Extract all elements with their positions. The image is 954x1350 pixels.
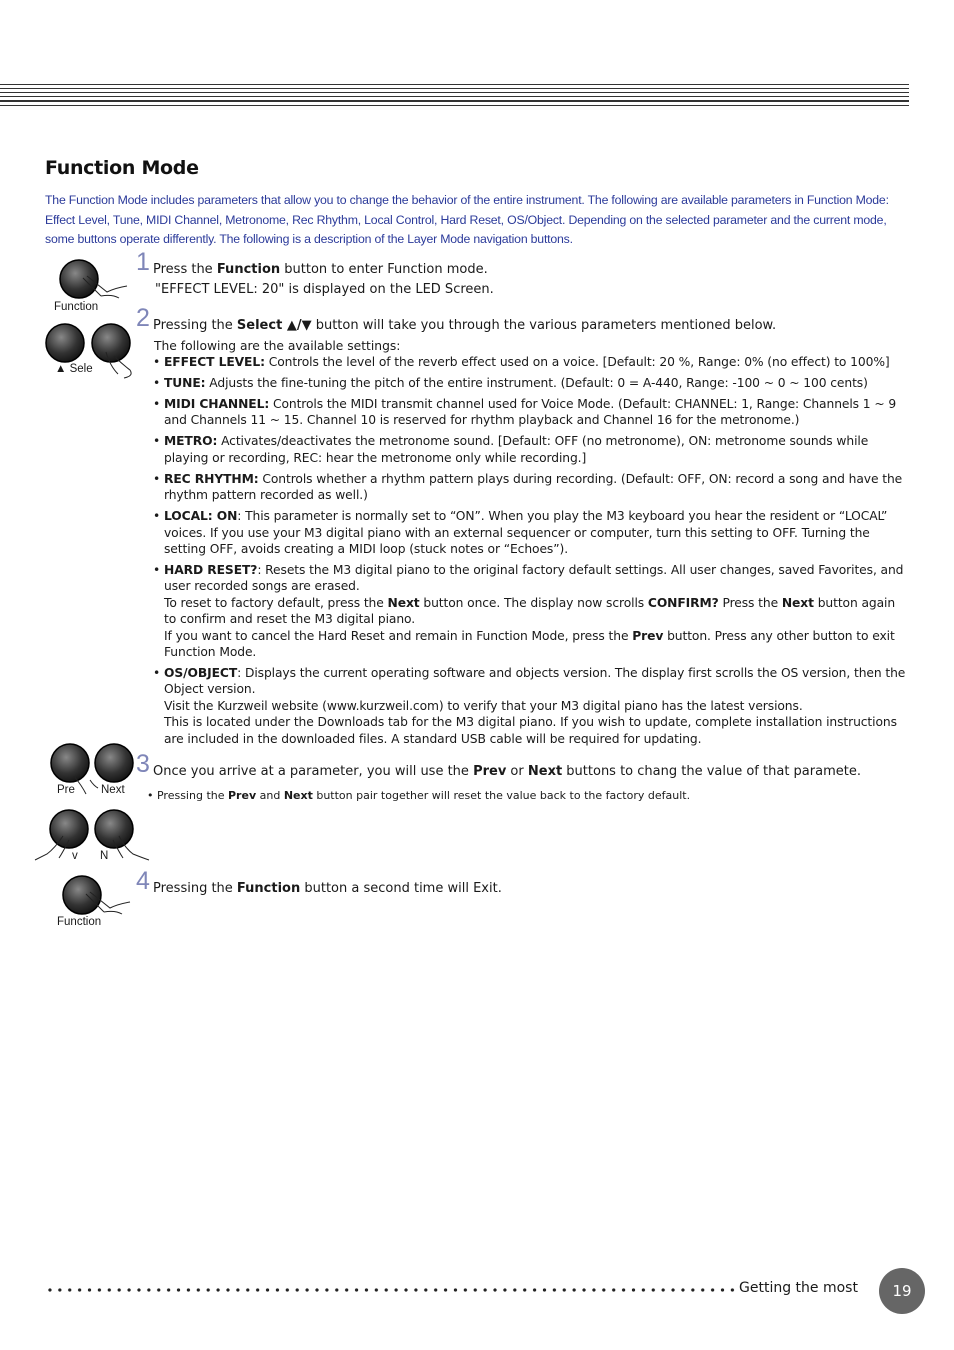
function-button-icon-exit [60, 874, 135, 922]
footer-dotted-rule [45, 1284, 735, 1296]
settings-list [153, 354, 911, 752]
step-number: 2 [136, 304, 150, 332]
next-label: Next [101, 784, 125, 796]
step-1-detail: "EFFECT LEVEL: 20" is displayed on the LED Screen. [155, 282, 494, 297]
page-number-badge: 19 [879, 1268, 925, 1314]
list-item: • EFFECT LEVEL: Controls the level of the reverb effect used on a voice. [Default: 20 %, Range: 0% (no effect) to 100%] [153, 355, 890, 369]
intro-paragraph: The Function Mode includes parameters that allow you to change the behavior of the entire instrument. The following are available parameters in Function Mode: Effect Level, Tune, MIDI Channel, Metronome, Rec Rhythm, Local Control, Hard Reset, OS/Object. Depending on the selected parameter and the current mode, some buttons operate differently. The following is a description of the Layer Mode navigation buttons. [45, 193, 889, 246]
list-item: • LOCAL: ON: This parameter is normally set to “ON”. When you play the M3 keyboard you hear the resident or “LOCAL” voices. If you use your M3 digital piano with an external sequencer or computer, turn this setting to OFF. Turning the setting OFF, avoids creating a MIDI loop (stuck notes or “Echoes”). [153, 509, 888, 557]
list-item: • REC RHYTHM: Controls whether a rhythm pattern plays during recording. (Default: OFF, ON: record a song and have the rhythm pattern recorded as well.) [153, 471, 903, 503]
select-label: ▲ Sele [55, 363, 93, 375]
next-short-label: N [100, 850, 109, 862]
footer-section-label: Getting the most [739, 1280, 858, 1296]
step-3-note: • Pressing the Prev and Next button pair together will reset the value back to the factory default. [147, 789, 691, 802]
function-label: Function [54, 301, 99, 313]
function-button-icon [57, 258, 132, 306]
step-number: 1 [136, 248, 150, 276]
list-item: • MIDI CHANNEL: Controls the MIDI transmit channel used for Voice Mode. (Default: CHANNEL: 1, Range: Channels 1 ~ 9 and Channels 11 ~ 15. Channel 10 is reserved for rhythm playback and Channel 16 for the metronome.) [153, 397, 897, 428]
step-2-detail: The following are the available settings: [154, 339, 401, 353]
prev-short-label: v [72, 850, 78, 862]
list-item: • METRO: Activates/deactivates the metronome sound. [Default: OFF (no metronome), ON: metronome sounds while playing or recording, REC: hear the metronome only while recording.] [153, 434, 869, 465]
prev-next-press-icon [33, 806, 151, 866]
list-item: • HARD RESET?: Resets the M3 digital piano to the original factory default settings. All user changes, saved Favorites, and user recorded songs are erased. To reset to factory default, press the Next button once. The display now scrolls CONFIRM? Press the Next button again to confirm and reset the M3 digital piano. If you want to cancel the Hard Reset and remain in Function Mode, press the Prev button. Press any other button to exit Function Mode. [153, 563, 904, 660]
step-number: 3 [136, 750, 150, 778]
step-number: 4 [136, 867, 150, 895]
function-label-exit: Function [57, 916, 102, 928]
header-rules [0, 84, 909, 109]
section-heading: Function Mode [45, 157, 199, 179]
prev-label: Pre [57, 784, 75, 796]
list-item: • OS/OBJECT: Displays the current operating software and objects version. The display first scrolls the OS version, then the Object version. Visit the Kurzweil website (www.kurzweil.com) to verify that your M3 digital piano has the latest versions. This is located under the Downloads tab for the M3 digital piano. If you wish to update, complete installation instructions are included in the downloaded files. A standard USB cable will be required for updating. [153, 666, 906, 746]
list-item: • TUNE: Adjusts the fine-tuning the pitch of the entire instrument. (Default: 0 = A-440, Range: -100 ~ 0 ~ 100 cents) [153, 376, 868, 390]
